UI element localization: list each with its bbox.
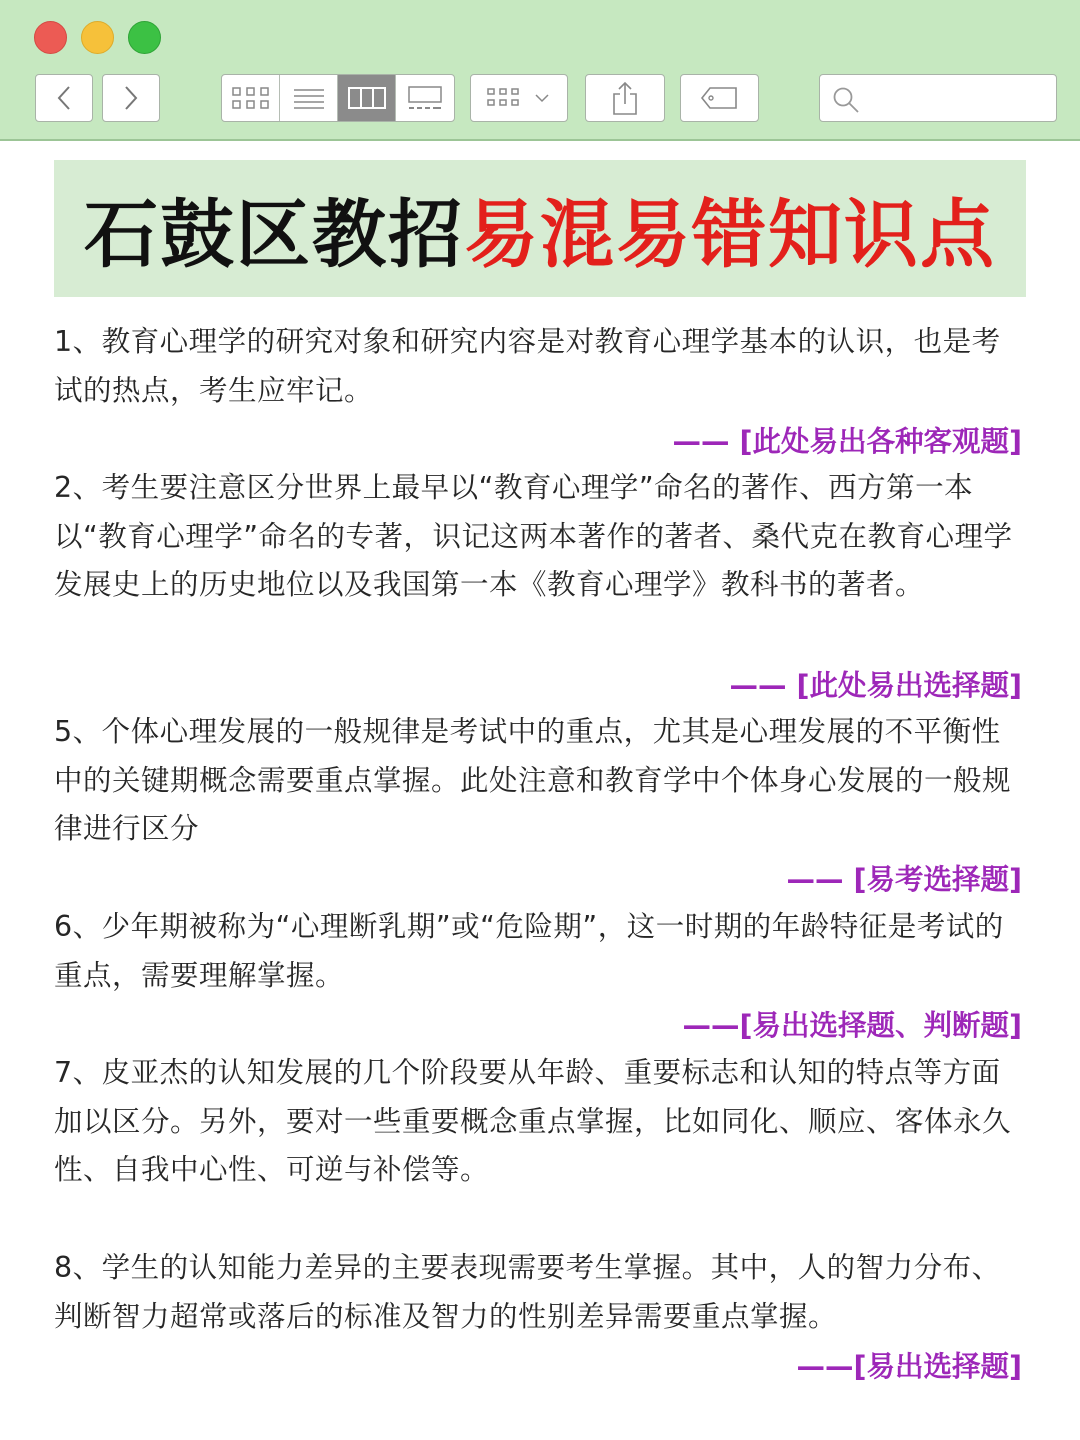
- column-view-button[interactable]: [338, 75, 396, 121]
- gallery-icon: [406, 85, 444, 111]
- maximize-window-button[interactable]: [128, 21, 161, 54]
- exam-hint-8: ——[易出选择题]: [796, 1350, 1022, 1383]
- title-part-red: 易混易错知识点: [464, 191, 996, 278]
- share-icon: [610, 80, 640, 116]
- tag-button[interactable]: [680, 74, 759, 122]
- knowledge-point-2: 2、考生要注意区分世界上最早以“教育心理学”命名的著作、西方第一本以“教育心理学”命名的专著，识记这两本著作的著者、桑代克在教育心理学发展史上的历史地位以及我国第一本《教育心理学》教科书的著者。: [54, 471, 1013, 601]
- knowledge-point-1: 1、教育心理学的研究对象和研究内容是对教育心理学基本的认识，也是考试的热点，考生应牢记。: [54, 325, 1001, 407]
- knowledge-point-5: 5、个体心理发展的一般规律是考试中的重点，尤其是心理发展的不平衡性中的关键期概念需要重点掌握。此处注意和教育学中个体身心发展的一般规律进行区分: [54, 715, 1012, 845]
- minimize-window-button[interactable]: [81, 21, 114, 54]
- tag-icon: [700, 85, 740, 111]
- knowledge-point-8: 8、学生的认知能力差异的主要表现需要考生掌握。其中，人的智力分布、判断智力超常或落后的标准及智力的性别差异需要重点掌握。: [54, 1251, 1001, 1333]
- exam-hint-5: —— [易考选择题]: [786, 863, 1022, 896]
- search-icon: [832, 86, 860, 114]
- grid-icon: [231, 85, 271, 111]
- back-button[interactable]: [35, 74, 93, 122]
- list-icon: [292, 86, 326, 110]
- exam-hint-2: —— [此处易出选择题]: [729, 669, 1022, 702]
- group-by-button[interactable]: [470, 74, 568, 122]
- columns-icon: [348, 86, 386, 110]
- search-field[interactable]: [819, 74, 1057, 122]
- title-part-black: 石鼓区教招: [84, 191, 464, 278]
- exam-hint-6: ——[易出选择题、判断题]: [682, 1009, 1022, 1042]
- knowledge-point-6: 6、少年期被称为“心理断乳期”或“危险期”，这一时期的年龄特征是考试的重点，需要理解掌握。: [54, 910, 1004, 992]
- exam-hint-1: —— [此处易出各种客观题]: [672, 425, 1022, 458]
- knowledge-point-7: 7、皮亚杰的认知发展的几个阶段要从年龄、重要标志和认知的特点等方面加以区分。另外，要对一些重要概念重点掌握，比如同化、顺应、客体永久性、自我中心性、可逆与补偿等。: [54, 1056, 1012, 1186]
- page-title: [54, 160, 1026, 297]
- view-mode-switcher: [221, 74, 455, 122]
- window-toolbar: [0, 0, 1080, 141]
- group-by-icon: [484, 85, 554, 111]
- forward-button[interactable]: [102, 74, 160, 122]
- list-view-button[interactable]: [280, 75, 338, 121]
- share-button[interactable]: [585, 74, 665, 122]
- close-window-button[interactable]: [34, 21, 67, 54]
- chevron-left-icon: [54, 84, 74, 112]
- icon-view-button[interactable]: [222, 75, 280, 121]
- chevron-right-icon: [121, 84, 141, 112]
- gallery-view-button[interactable]: [396, 75, 454, 121]
